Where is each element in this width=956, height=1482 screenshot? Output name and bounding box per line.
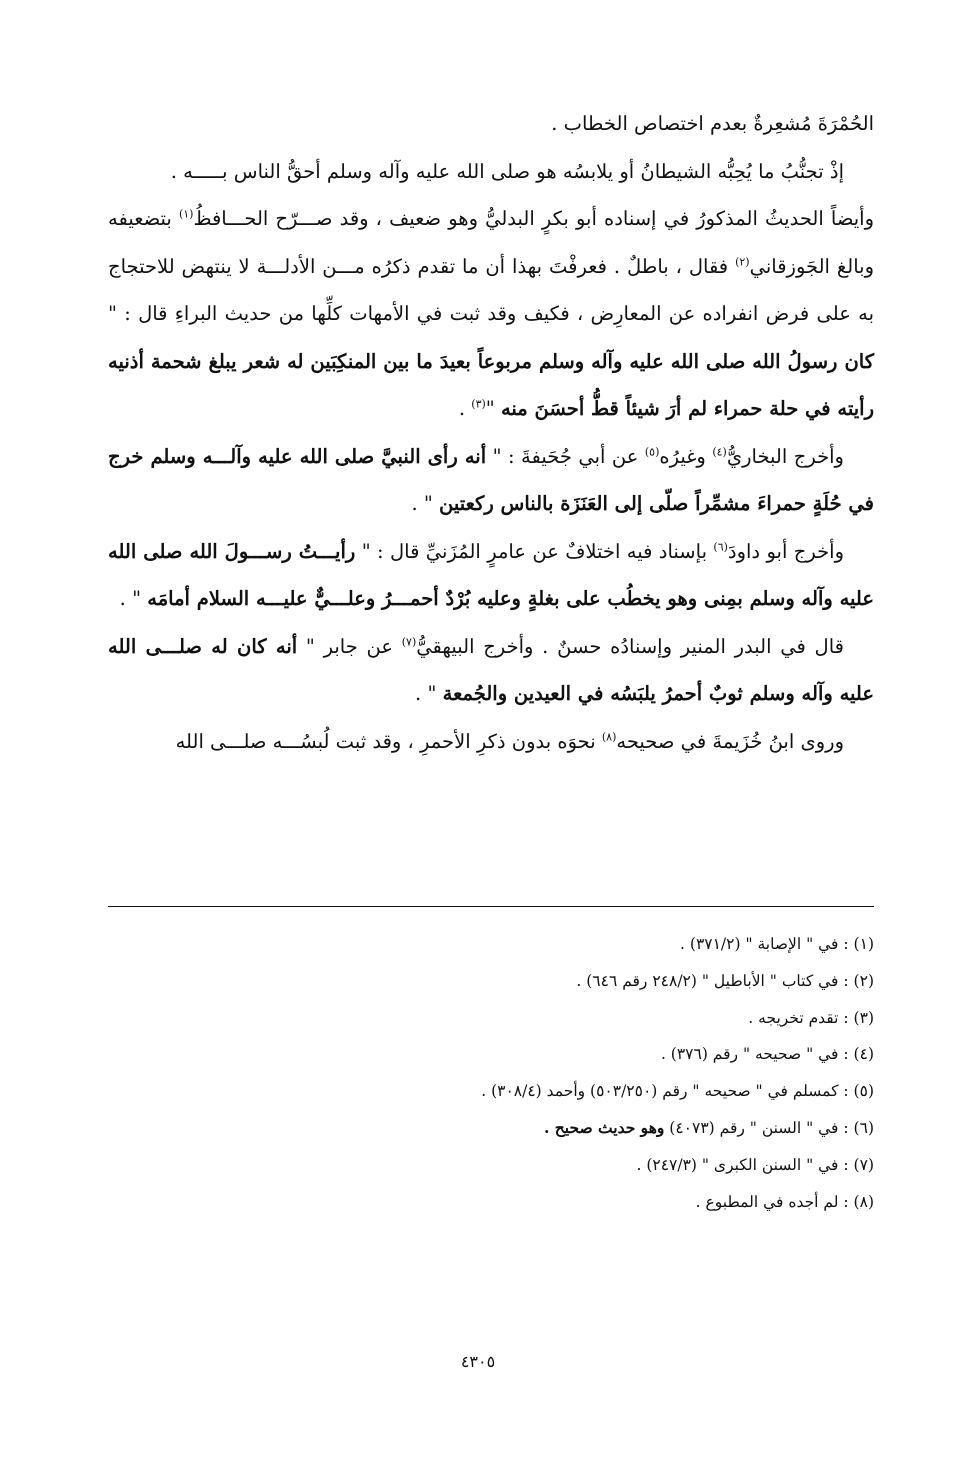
footnote-text: : في " صحيحه " رقم (٣٧٦) . — [660, 1045, 854, 1064]
text-run: وأخرج أبو داودَ — [727, 539, 844, 563]
footnote — [108, 1000, 874, 1037]
text-run: إذْ تجنُّبُ ما يُحِبُّه الشيطانُ أو يلابسُه هو صلى الله عليه وآله وسلم أحقُّ الناس بـــــه . — [170, 159, 844, 183]
text-run: وأخرج البخاريُّ — [726, 444, 844, 468]
footnote-ref: (٧) — [401, 635, 417, 648]
footnote-text: : كمسلم في " صحيحه " رقم (٥٠٣/٢٥٠) وأحمد (٣٠٨/٤) . — [481, 1082, 854, 1101]
paragraph — [108, 100, 874, 148]
footnote-ref: (٣) — [471, 397, 486, 411]
text-run: " . — [415, 682, 443, 705]
footnote-ref: (٢) — [735, 255, 750, 268]
text-run: بإسناد فيه اختلافٌ عن عامرٍ المُزَنيِّ قال : " — [355, 539, 714, 563]
text-run: وأيضاً الحديثُ المذكورُ في إسناده أبو بكرٍ البدليُّ وهو ضعيف ، وقد صـــرّح الحـــافظُ — [193, 207, 874, 230]
hadith-quote: كان رسولُ الله صلى الله عليه وآله وسلم مربوعاً بعيدَ ما بين المنكِبَين له شعر يبلغ شحمة أذنيه رأيته في حلة حمراء لم أرَ شيئاً قطُّ أحسَنَ منه — [108, 349, 874, 420]
paragraph — [108, 528, 874, 623]
footnote-text: : في كتاب " الأباطيل " (٢٤٨/٢ رقم ٦٤٦) . — [576, 971, 854, 990]
footnote-number: (٦) — [853, 1118, 874, 1137]
text-run: عن جابر " — [297, 634, 402, 658]
footnote-ref: (٨) — [601, 730, 617, 743]
text-run: " — [485, 397, 501, 420]
paragraph — [108, 623, 874, 718]
text-run: فقال ، باطلٌ . فعرفْتَ بهذا أن ما تقدم ذكرُه مـــن الأدلـــة لا ينتهض للاحتجاج به على فرض انفراده عن المعارِض ، فكيف وقد ثبت في الأمهات كلِّها من حديث البراءِ قال : " — [108, 254, 874, 325]
text-run: " . — [411, 492, 440, 515]
footnote-text: : في " السنن الكبرى " (٢٤٧/٣) . — [636, 1155, 854, 1174]
footnote-text: : في " الإصابة " (٣٧١/٢) . — [680, 935, 854, 953]
text-run: الحُمْرَةَ مُشعِرةٌ بعدم اختصاص الخطاب . — [551, 112, 874, 135]
text-run: نحوَه بدون ذكرِ الأحمرِ ، وقد ثبت لُبسُـــه صلـــى الله — [175, 729, 602, 753]
footnote-number: (٤) — [853, 1045, 874, 1064]
hadith-quote: أنه كان له صلـــى الله عليه وآله وسلم ثوبٌ أحمرُ يلبَسُه في العيدين والجُمعة — [108, 634, 874, 705]
footnote-ref: (٤) — [712, 445, 727, 458]
text-run: " . — [119, 587, 148, 610]
footnote — [108, 963, 874, 1000]
footnote — [108, 1110, 874, 1147]
footnote-text: : لم أجده في المطبوع . — [695, 1192, 854, 1211]
footnote-number: (٧) — [853, 1155, 874, 1174]
text-run: وغيرُه — [659, 444, 713, 468]
footnote-number: (٨) — [853, 1192, 874, 1211]
page-number: ٤٣٠٥ — [460, 1352, 496, 1371]
hadith-quote: أنه رأى النبيَّ صلى الله عليه وآلـــه وسلم خرج في حُلَةٍ حمراءَ مشمِّراً صلّى إلى العَنَزَة بالناس ركعتين — [108, 444, 874, 515]
footnote — [108, 1036, 874, 1073]
main-text — [108, 100, 874, 765]
paragraph — [108, 195, 874, 433]
footnote-number: (٢) — [853, 971, 874, 990]
paragraph — [108, 148, 874, 196]
footnote-divider — [108, 906, 874, 907]
hadith-quote: رأيـــتُ رســـولَ الله صلى الله عليه وآله وسلم بمِنى وهو يخطُب على بغلةٍ وعليه بُرْدٌ أحمـــرُ وعلـــيٌّ عليـــه السلام أمامَه — [108, 539, 874, 610]
text-run: بتضعيفه وبالغ الجَوزقاني — [108, 207, 874, 278]
paragraph — [108, 718, 874, 766]
footnote — [108, 926, 874, 963]
footnote-number: (٣) — [853, 1008, 874, 1027]
text-run: قال في البدر المنير وإسنادُه حسنٌ . وأخرج البيهقيُّ — [416, 634, 844, 658]
text-run: عن أبي جُحَيفةَ : " — [486, 444, 645, 468]
text-run: وروى ابنُ خُزَيمةَ في صحيحه — [616, 729, 844, 753]
text-run: . — [458, 397, 472, 420]
footnote — [108, 1073, 874, 1110]
footnote-ref: (١) — [178, 207, 194, 221]
paragraph — [108, 433, 874, 528]
footnote — [108, 1147, 874, 1184]
footnote-ref: (٥) — [644, 445, 660, 458]
footnote-text: : تقدم تخريجه . — [748, 1008, 854, 1027]
footnote-grade: وهو حديث صحيح . — [544, 1117, 665, 1137]
footnotes — [108, 926, 874, 1220]
footnote — [108, 1184, 874, 1221]
footnote-number: (٥) — [853, 1082, 874, 1101]
footnote-ref: (٦) — [713, 540, 728, 553]
footnote-number: (١) — [853, 935, 874, 953]
footnote-text: : في " السنن " رقم (٤٠٧٣) — [664, 1118, 854, 1137]
